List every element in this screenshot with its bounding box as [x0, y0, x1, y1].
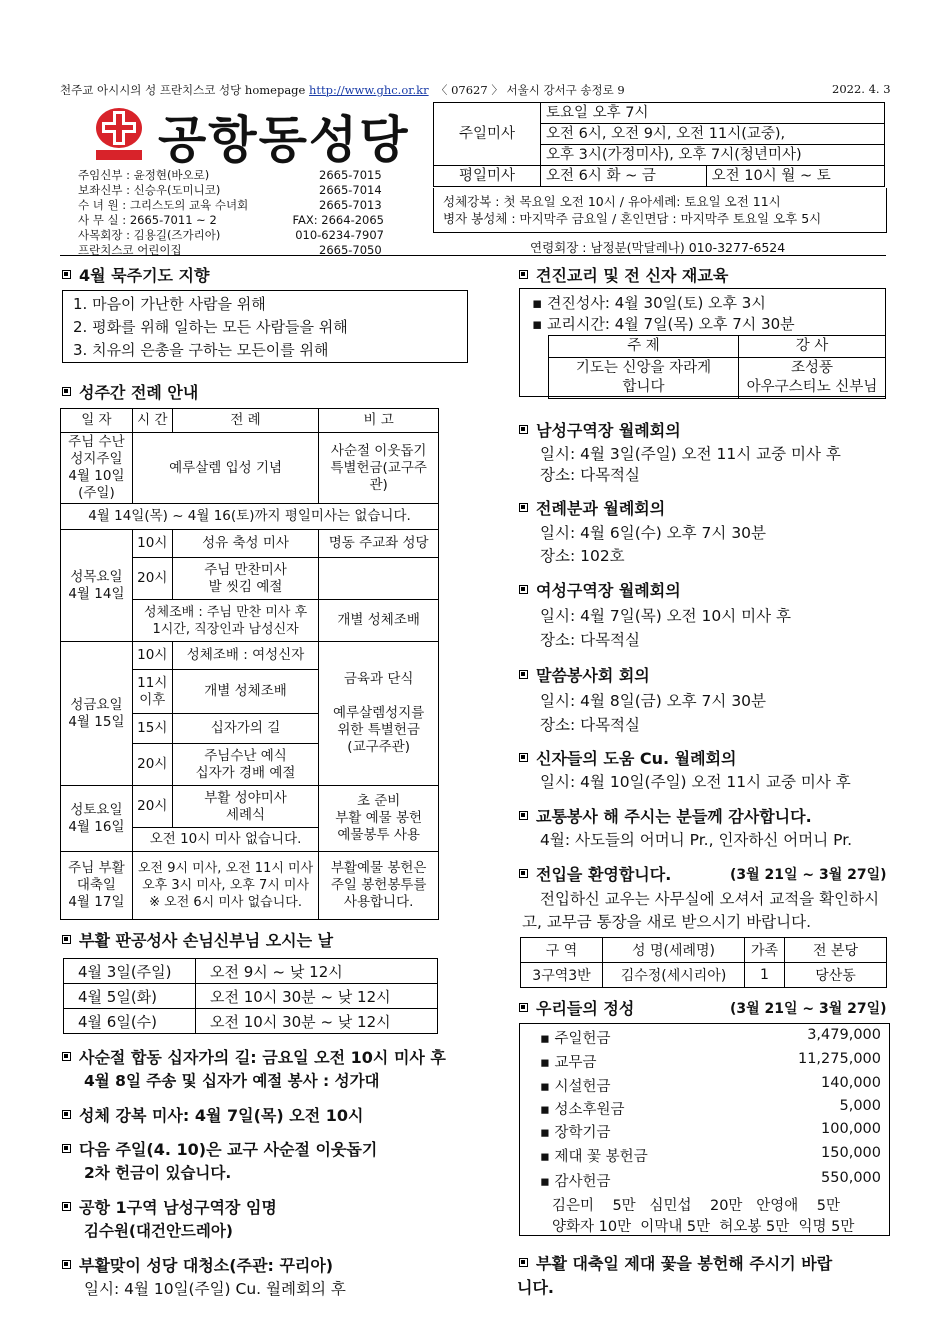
offering-name: ▪ 감사헌금: [540, 1174, 611, 1190]
date-range: (3월 21일 ~ 3월 27일): [730, 867, 887, 883]
bullet-text: 견진성사: 4월 30일(토) 오후 3시: [546, 294, 766, 312]
col-head: 전 례: [172, 409, 319, 433]
notice-title: [62, 1253, 333, 1276]
offering-label: 장학기금: [554, 1125, 611, 1141]
time: 15시: [132, 714, 172, 744]
intention-item: 3. 치유의 은총을 구하는 모든이를 위해: [73, 341, 329, 359]
holy-week-table: [60, 408, 439, 920]
header-info: [60, 82, 625, 98]
bulletin-date: 2022. 4. 3: [832, 82, 891, 96]
col-head: 가족: [745, 938, 785, 963]
col-head: 주 제: [549, 336, 739, 358]
offering-label: 제대 꽃 봉헌금: [554, 1149, 648, 1165]
section-title-text: 부활 판공성사 손님신부님 오시는 날: [79, 931, 334, 950]
welcome-text: 전입하신 교우는 사무실에 오셔서 교적을 확인하시: [540, 890, 880, 908]
good-friday-date: 성금요일 4월 15일: [61, 642, 133, 786]
section-title: [519, 746, 736, 769]
time: 10시: [132, 642, 172, 670]
cell: 당산동: [785, 963, 887, 988]
palm-sunday-date: 주님 수난 성지주일 4월 10일(주일): [61, 433, 133, 504]
staff-label: 주임신부 : 윤정현(바오로): [78, 168, 210, 182]
confession-schedule-table: [63, 958, 438, 1034]
time: 11시 이후: [132, 670, 172, 714]
meeting-place: 장소: 다목적실: [540, 631, 640, 649]
weekday-mass-1: 오전 6시 화 ~ 금: [541, 166, 707, 187]
easter-rite: 오전 9시 미사, 오전 11시 미사 오후 3시 미사, 오후 7시 미사 ※ 오전 6시 미사 없습니다.: [132, 852, 318, 920]
rite: 개별 성체조배: [172, 670, 319, 714]
time: 10시: [132, 530, 172, 558]
offering-amount: 5,000: [839, 1098, 881, 1114]
rite: 십자가의 길: [172, 714, 319, 744]
section-title-text: 4월 묵주기도 지향: [79, 266, 210, 285]
notice-title: [62, 1103, 363, 1126]
staff-label: 사목회장 : 김용길(즈가리아): [78, 228, 221, 242]
meeting-place: 장소: 다목적실: [540, 716, 640, 734]
offering-name: ▪ 장학기금: [540, 1125, 611, 1141]
bullet-item: ▪ 견진성사: 4월 30일(토) 오후 3시: [532, 294, 766, 312]
weekday-mass-2: 오전 10시 월 ~ 토: [706, 166, 884, 187]
staff-list: [78, 168, 384, 258]
offering-label: 교무금: [554, 1055, 597, 1071]
section-title-text: 견진교리 및 전 신자 재교육: [536, 266, 729, 285]
section-title: [519, 496, 665, 519]
section-title-text: 성주간 전례 안내: [79, 383, 199, 402]
rosary-intentions: [62, 290, 468, 363]
notice-detail: 2차 헌금이 있습니다.: [84, 1164, 232, 1182]
holy-thursday-date: 성목요일 4월 14일: [61, 530, 133, 642]
intention-item: 2. 평화를 위해 일하는 모든 사람들을 위해: [73, 318, 348, 336]
col-head: 강 사: [739, 336, 886, 358]
offering-amount: 11,275,000: [797, 1051, 881, 1067]
offering-name: ▪ 성소후원금: [540, 1102, 625, 1118]
rite: 오전 10시 미사 없습니다.: [132, 828, 318, 852]
bullet-text: 교리시간: 4월 7일(목) 오후 7시 30분: [546, 315, 795, 333]
time: 오전 10시 30분 ~ 낮 12시: [196, 984, 438, 1009]
notice-text-cont: 니다.: [517, 1278, 554, 1297]
rite: 부활 성야미사 세례식: [172, 786, 319, 828]
section-title-text: 전입을 환영합니다.: [536, 865, 672, 884]
col-head: 구 역: [521, 938, 603, 963]
section-title-text: 우리들의 정성: [536, 999, 635, 1018]
offering-name: ▪ 제대 꽃 봉헌금: [540, 1149, 648, 1165]
offering-label: 시설헌금: [554, 1079, 611, 1095]
notice-title: [62, 1195, 277, 1218]
section-title-text: 교통봉사 해 주시는 분들께 감사합니다.: [536, 807, 812, 826]
notice-detail: 김수원(대건안드레아): [84, 1222, 233, 1240]
note-empty: [319, 558, 439, 600]
col-head: 전 본당: [785, 938, 887, 963]
meeting-place: 장소: 102호: [540, 547, 625, 565]
notice-text: 공항 1구역 남성구역장 임명: [79, 1198, 277, 1217]
col-head: 비 고: [319, 409, 439, 433]
welcome-text: 고, 교무금 통장을 새로 받으시기 바랍니다.: [522, 913, 812, 931]
offering-name: ▪ 교무금: [540, 1055, 597, 1071]
divider: [60, 255, 886, 256]
cell: 김수정(세시리아): [603, 963, 745, 988]
meeting-time: 일시: 4월 10일(주일) 오전 11시 교중 미사 후: [540, 773, 851, 791]
notice-detail: 4월 8일 주송 및 십자가 예절 봉사 : 성가대: [84, 1072, 380, 1090]
section-title: [519, 804, 812, 827]
staff-row: [78, 168, 384, 183]
section-title: [519, 862, 671, 885]
offerings-box: [519, 1023, 890, 1236]
offering-name: ▪ 시설헌금: [540, 1079, 611, 1095]
notice-detail: 일시: 4월 10일(주일) Cu. 월례회의 후: [84, 1280, 346, 1298]
address: 〈 07627 〉 서울시 강서구 송정로 9: [435, 83, 625, 97]
new-member-table: [520, 937, 887, 988]
staff-row: [78, 213, 384, 228]
easter-note: 부활예물 봉헌은 주일 봉헌봉투를 사용합니다.: [319, 852, 439, 920]
cell: 1: [745, 963, 785, 988]
funeral-chair: 연령회장 : 남정분(막달레나) 010-3277-6524: [530, 240, 786, 255]
col-head: 시 간: [132, 409, 172, 433]
section-title: [519, 996, 634, 1019]
staff-phone: 2665-7015: [319, 168, 382, 182]
time: 오전 10시 30분 ~ 낮 12시: [196, 1009, 438, 1034]
offering-label: 감사헌금: [554, 1174, 611, 1190]
confirmation-box: [519, 288, 886, 397]
holy-saturday-date: 성토요일 4월 16일: [61, 786, 133, 852]
offering-label: 주일헌금: [554, 1031, 611, 1047]
section-title: [62, 380, 198, 403]
no-weekday-mass: 4월 14일(목) ~ 4월 16(토)까지 평일미사는 없습니다.: [61, 504, 439, 530]
time: 20시: [132, 744, 172, 786]
date: 4월 6일(수): [64, 1009, 196, 1034]
notice-text: 부활 대축일 제대 꽃을 봉헌해 주시기 바랍: [536, 1254, 833, 1273]
staff-label: 사 무 실 : 2665-7011 ~ 2: [78, 213, 217, 227]
section-title: [62, 263, 209, 286]
meeting-time: 일시: 4월 6일(수) 오후 7시 30분: [540, 524, 767, 542]
sun-mass-2: 오후 3시(가정미사), 오후 7시(청년미사): [541, 145, 885, 166]
staff-phone: 2665-7014: [319, 183, 382, 197]
section-title: [519, 578, 681, 601]
bullet-item: ▪ 교리시간: 4월 7일(목) 오후 7시 30분: [532, 315, 795, 333]
donor-names: 김은미 5만 심민섭 20만 안영애 5만: [552, 1198, 840, 1214]
meeting-time: 일시: 4월 7일(목) 오전 10시 미사 후: [540, 607, 792, 625]
offering-amount: 140,000: [821, 1075, 881, 1091]
section-title-text: 전례분과 월례회의: [536, 499, 666, 518]
date: 4월 3일(주일): [64, 959, 196, 984]
date-range: (3월 21일 ~ 3월 27일): [730, 1001, 887, 1017]
lecture-teacher: 조성풍 아우구스티노 신부님: [739, 358, 886, 399]
sunday-mass-label: 주일미사: [434, 103, 541, 166]
palm-sunday-note: 사순절 이웃돕기 특별헌금(교구주관): [319, 433, 439, 504]
section-title-text: 말씀봉사회 회의: [536, 666, 650, 685]
intention-item: 1. 마음이 가난한 사람을 위해: [73, 295, 266, 313]
rite: 성체조배 : 주님 만찬 미사 후 1시간, 직장인과 남성신자: [132, 600, 318, 642]
notice-text: 다음 주일(4. 10)은 교구 사순절 이웃돕기: [79, 1140, 378, 1159]
notice-text: 성체 강복 미사: 4월 7일(목) 오전 10시: [79, 1106, 364, 1125]
parish-brand-title: 공항동성당: [158, 111, 410, 169]
staff-phone: 2665-7013: [319, 198, 382, 212]
date: 4월 5일(화): [64, 984, 196, 1009]
offering-amount: 150,000: [821, 1145, 881, 1161]
note: 명동 주교좌 성당: [319, 530, 439, 558]
mass-schedule-table: [433, 102, 885, 187]
section-title: [519, 263, 728, 286]
donor-names: 양화자 10만 이막내 5만 허오봉 5만 익명 5만: [552, 1219, 855, 1235]
homepage-link[interactable]: http://www.ghc.or.kr: [309, 83, 429, 97]
weekday-mass-label: 평일미사: [434, 166, 541, 187]
parish-logo-icon: [94, 106, 144, 162]
sacraments-box: [433, 188, 887, 233]
section-title-text: 신자들의 도움 Cu. 월례회의: [536, 749, 737, 768]
sun-mass-1: 오전 6시, 오전 9시, 오전 11시(교중),: [541, 124, 885, 145]
staff-row: [78, 183, 384, 198]
offering-label: 성소후원금: [554, 1102, 625, 1118]
rite: 성체조배 : 여성신자: [172, 642, 319, 670]
rite: 주님수난 예식 십자가 경배 예절: [172, 744, 319, 786]
good-friday-note: 금육과 단식 예루살렘성지를 위한 특별헌금 (교구주관): [319, 642, 439, 786]
offering-amount: 550,000: [821, 1170, 881, 1186]
section-title-text: 여성구역장 월례회의: [536, 581, 681, 600]
staff-phone: 010-6234-7907: [295, 228, 384, 242]
notice-text: 부활맞이 성당 대청소(주관: 꾸리아): [79, 1256, 334, 1275]
notice-title: [62, 1045, 446, 1068]
staff-phone: FAX: 2664-2065: [292, 213, 384, 227]
staff-phone: 2665-7050: [319, 243, 382, 257]
time: 오전 9시 ~ 낮 12시: [196, 959, 438, 984]
section-title: [519, 663, 650, 686]
notice-text: 사순절 합동 십자가의 길: 금요일 오전 10시 미사 후: [79, 1048, 446, 1067]
lecture-topic: 기도는 신앙을 자라게 합니다: [549, 358, 739, 399]
section-title: [519, 418, 681, 441]
sat-mass: 토요일 오후 7시: [541, 103, 885, 124]
meeting-place: 장소: 다목적실: [540, 466, 640, 484]
easter-date: 주님 부활 대축일 4월 17일: [61, 852, 133, 920]
cell: 3구역3반: [521, 963, 603, 988]
sacraments-line: 성체강복 : 첫 목요일 오전 10시 / 유아세례: 토요일 오전 11시: [443, 194, 781, 209]
rite: 주님 만찬미사 발 씻김 예절: [172, 558, 319, 600]
sacraments-line: 병자 봉성체 : 마지막주 금요일 / 혼인면담 : 마지막주 토요일 오후 5시: [443, 211, 822, 226]
time: 20시: [132, 558, 172, 600]
staff-row: [78, 228, 384, 243]
col-head: 일 자: [61, 409, 133, 433]
notice-title: [519, 1251, 832, 1274]
meeting-time: 일시: 4월 3일(주일) 오전 11시 교중 미사 후: [540, 445, 841, 463]
offering-name: ▪ 주일헌금: [540, 1031, 611, 1047]
offering-amount: 100,000: [821, 1121, 881, 1137]
thanks-text: 4월: 사도들의 어머니 Pr., 인자하신 어머니 Pr.: [540, 831, 853, 849]
lecture-table: [548, 335, 886, 399]
staff-label: 수 녀 원 : 그리스도의 교육 수녀회: [78, 198, 249, 212]
staff-label: 프란치스코 어린이집: [78, 243, 182, 257]
section-title-text: 남성구역장 월례회의: [536, 421, 681, 440]
staff-row: [78, 198, 384, 213]
palm-sunday-rite: 예루살렘 입성 기념: [132, 433, 318, 504]
time: 20시: [132, 786, 172, 828]
meeting-time: 일시: 4월 8일(금) 오후 7시 30분: [540, 692, 767, 710]
holy-saturday-note: 초 준비 부활 예물 봉헌 예물봉투 사용: [319, 786, 439, 852]
notice-title: [62, 1137, 377, 1160]
staff-label: 보좌신부 : 신승우(도미니코): [78, 183, 221, 197]
section-title: [62, 928, 333, 951]
rite: 성유 축성 미사: [172, 530, 319, 558]
note: 개별 성체조배: [319, 600, 439, 642]
col-head: 성 명(세례명): [603, 938, 745, 963]
parish-name: 천주교 아시시의 성 프란치스코 성당 homepage: [60, 83, 306, 97]
offering-amount: 3,479,000: [807, 1027, 881, 1043]
